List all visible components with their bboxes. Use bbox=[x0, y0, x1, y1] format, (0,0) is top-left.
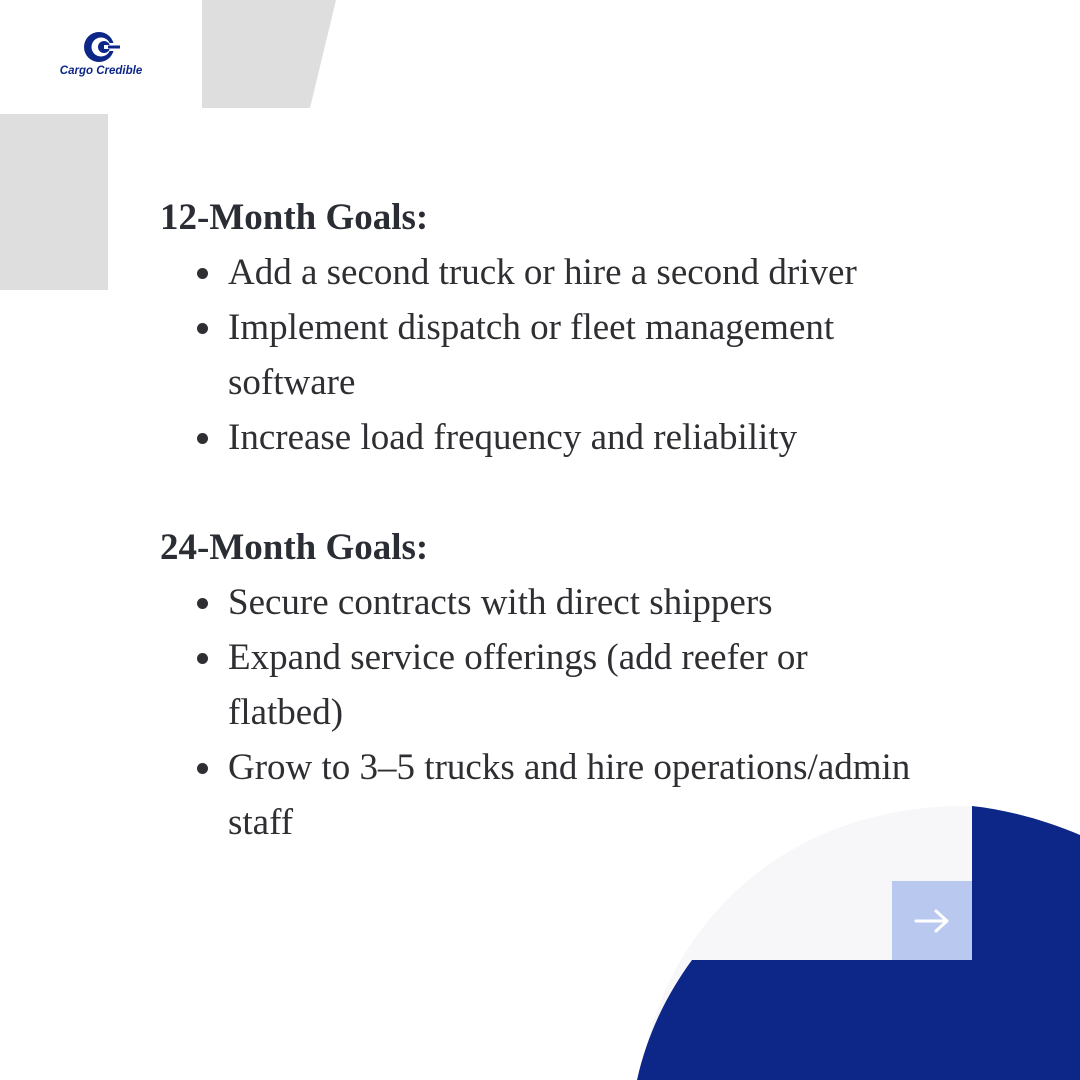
list-item-text: Increase load frequency and reliability bbox=[228, 417, 798, 458]
goals-list-24-month bbox=[160, 575, 920, 850]
list-item-text: Secure contracts with direct shippers bbox=[228, 582, 773, 623]
list-item bbox=[160, 630, 920, 740]
bullet-icon bbox=[197, 598, 208, 609]
cargo-credible-logo bbox=[52, 30, 150, 86]
gray-arc-shape bbox=[0, 114, 108, 290]
bullet-icon bbox=[197, 653, 208, 664]
list-item bbox=[160, 410, 920, 465]
bullet-icon bbox=[197, 323, 208, 334]
section-heading-12-month: 12-Month Goals: bbox=[160, 197, 429, 238]
next-button[interactable] bbox=[892, 881, 972, 960]
list-item-text: Expand service offerings (add reefer or flatbed) bbox=[228, 637, 808, 733]
list-item bbox=[160, 575, 920, 630]
list-item bbox=[160, 300, 920, 410]
list-item bbox=[160, 740, 920, 850]
list-item-text: Implement dispatch or fleet management software bbox=[228, 307, 835, 403]
list-item-text: Add a second truck or hire a second driver bbox=[228, 252, 857, 293]
goals-list-12-month bbox=[160, 245, 920, 465]
bullet-icon bbox=[197, 268, 208, 279]
list-item-text: Grow to 3–5 trucks and hire operations/admin staff bbox=[228, 747, 911, 843]
gray-slash-shape bbox=[202, 0, 336, 108]
section-spacer bbox=[160, 465, 920, 520]
list-item bbox=[160, 245, 920, 300]
brand-name: Cargo Credible bbox=[59, 65, 143, 77]
section-heading-24-month: 24-Month Goals: bbox=[160, 527, 429, 568]
goals-content bbox=[160, 190, 920, 850]
arrow-right-icon bbox=[914, 909, 950, 933]
cc-logo-icon bbox=[80, 30, 122, 64]
bullet-icon bbox=[197, 433, 208, 444]
bullet-icon bbox=[197, 763, 208, 774]
